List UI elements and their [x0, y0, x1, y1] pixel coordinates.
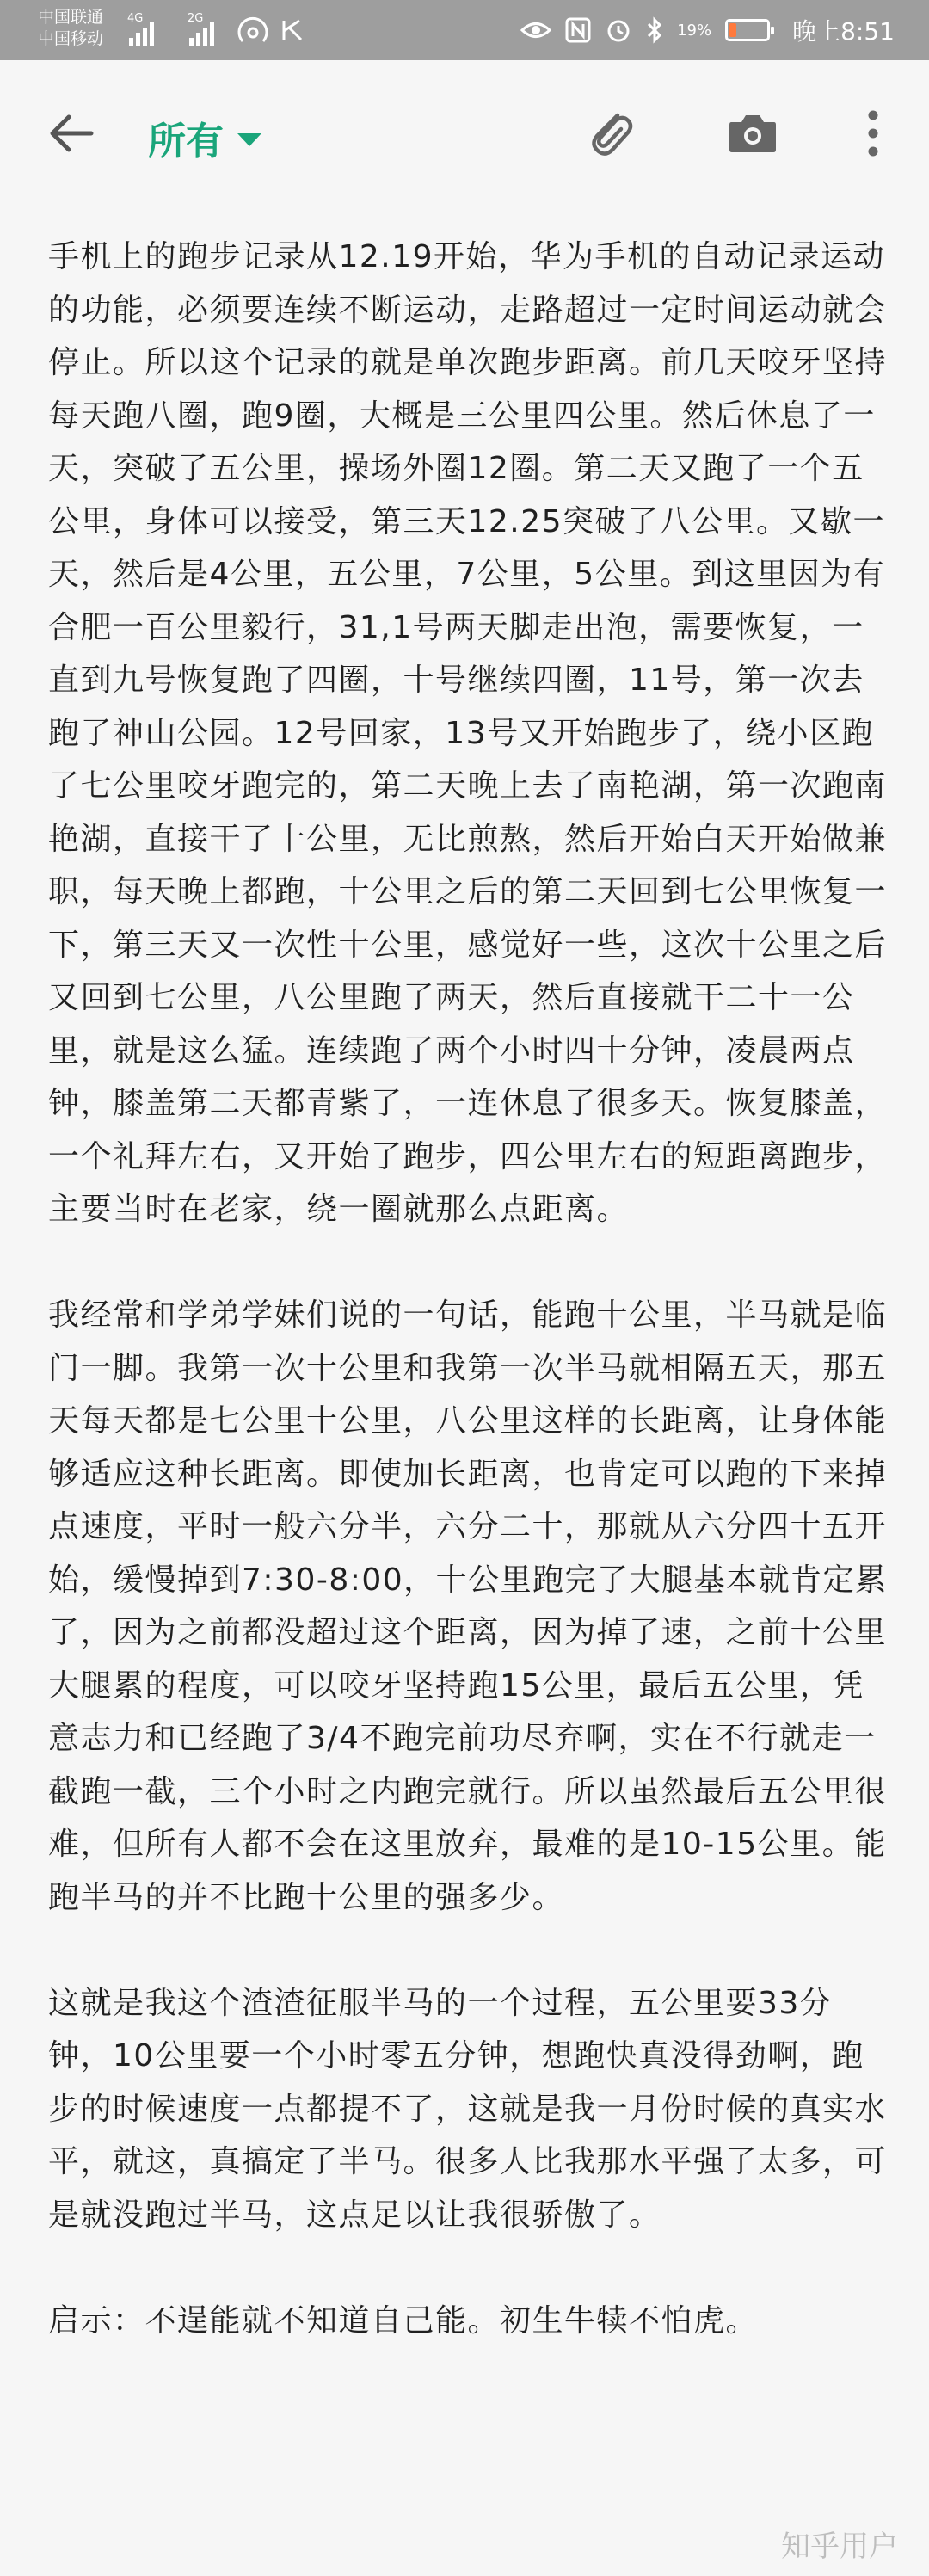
back-arrow-icon[interactable]	[43, 103, 103, 163]
more-options-icon[interactable]	[843, 103, 903, 163]
carrier-1-label: 中国联通	[38, 8, 104, 27]
camera-icon[interactable]	[723, 103, 783, 163]
app-notification-icon	[280, 17, 306, 43]
network-1-label: 4G	[127, 12, 144, 25]
battery-percent-label: 19%	[677, 21, 712, 40]
bluetooth-icon	[646, 16, 663, 44]
folder-selector[interactable]	[148, 110, 261, 165]
battery-icon	[725, 19, 770, 41]
zhihu-watermark: 知乎用户	[781, 2530, 898, 2564]
note-paragraph-3: 这就是我这个渣渣征服半马的一个过程，五公里要33分钟，10公里要一个小时零五分钟，想跑快真没得劲啊，跑步的时候速度一点都提不了，这就是我一月份时候的真实水平，就这，真搞定了半马。很多人比我那水平强了太多，可是就没跑过半马，这点足以让我很骄傲了。	[48, 1985, 888, 2233]
attachment-icon[interactable]	[580, 103, 640, 163]
status-bar	[0, 0, 929, 60]
dropdown-caret-icon	[237, 133, 261, 146]
note-toolbar	[0, 60, 929, 206]
alarm-icon	[605, 16, 632, 44]
note-paragraph-1: 手机上的跑步记录从12.19开始，华为手机的自动记录运动的功能，必须要连续不断运动，走路超过一定时间运动就会停止。所以这个记录的就是单次跑步距离。前几天咬牙坚持每天跑八圈，跑9圈，大概是三公里四公里。然后休息了一天，突破了五公里，操场外圈12圈。第二天又跑了一个五公里，身体可以接受，第三天12.25突破了八公里。又歇一天，然后是4公里，五公里，7公里，5公里。到这里因为有合肥一百公里毅行，31,1号两天脚走出泡，需要恢复，一直到九号恢复跑了四圈，十号继续四圈，11号，第一次去跑了神山公园。12号回家，13号又开始跑步了，绕小区跑了七公里咬牙跑完的，第二天晚上去了南艳湖，第一次跑南艳湖，直接干了十公里，无比煎熬，然后开始白天开始做兼职，每天晚上都跑，十公里之后的第二天回到七公里恢复一下，第三天又一次性十公里，感觉好一些，这次十公里之后又回到七公里，八公里跑了两天，然后直接就干二十一公里，就是这么猛。连续跑了两个小时四十分钟，凌晨两点钟，膝盖第二天都青紫了，一连休息了很多天。恢复膝盖，一个礼拜左右，又开始了跑步，四公里左右的短距离跑步，主要当时在老家，绕一圈就那么点距离。	[48, 239, 888, 1227]
signal-1-icon	[127, 12, 154, 46]
nfc-icon	[565, 17, 591, 43]
clock-label: 晚上8:51	[792, 17, 895, 46]
note-paragraph-2: 我经常和学弟学妹们说的一句话，能跑十公里，半马就是临门一脚。我第一次十公里和我第一次半马就相隔五天，那五天每天都是七公里十公里，八公里这样的长距离，让身体能够适应这种长距离。即使加长距离，也肯定可以跑的下来掉点速度，平时一般六分半，六分二十，那就从六分四十五开始，缓慢掉到7:30-8:00，十公里跑完了大腿基本就肯定累了，因为之前都没超过这个距离，因为掉了速，之前十公里大腿累的程度，可以咬牙坚持跑15公里，最后五公里，凭意志力和已经跑了3/4不跑完前功尽弃啊，实在不行就走一截跑一截，三个小时之内跑完就行。所以虽然最后五公里很难，但所有人都不会在这里放弃，最难的是10-15公里。能跑半马的并不比跑十公里的强多少。	[48, 1297, 888, 1915]
signal-2-icon	[188, 12, 214, 46]
battery-level-fill	[729, 23, 736, 37]
network-2-label: 2G	[188, 12, 204, 25]
folder-label: 所有	[148, 120, 224, 163]
carrier-info	[38, 7, 103, 50]
note-body[interactable]	[48, 231, 891, 2400]
note-paragraph-4: 启示：不逞能就不知道自己能。初生牛犊不怕虎。	[48, 2302, 759, 2339]
status-icons	[520, 0, 895, 60]
eye-comfort-icon	[520, 19, 551, 41]
carrier-2-label: 中国移动	[38, 29, 104, 48]
hotspot-icon	[234, 15, 272, 46]
